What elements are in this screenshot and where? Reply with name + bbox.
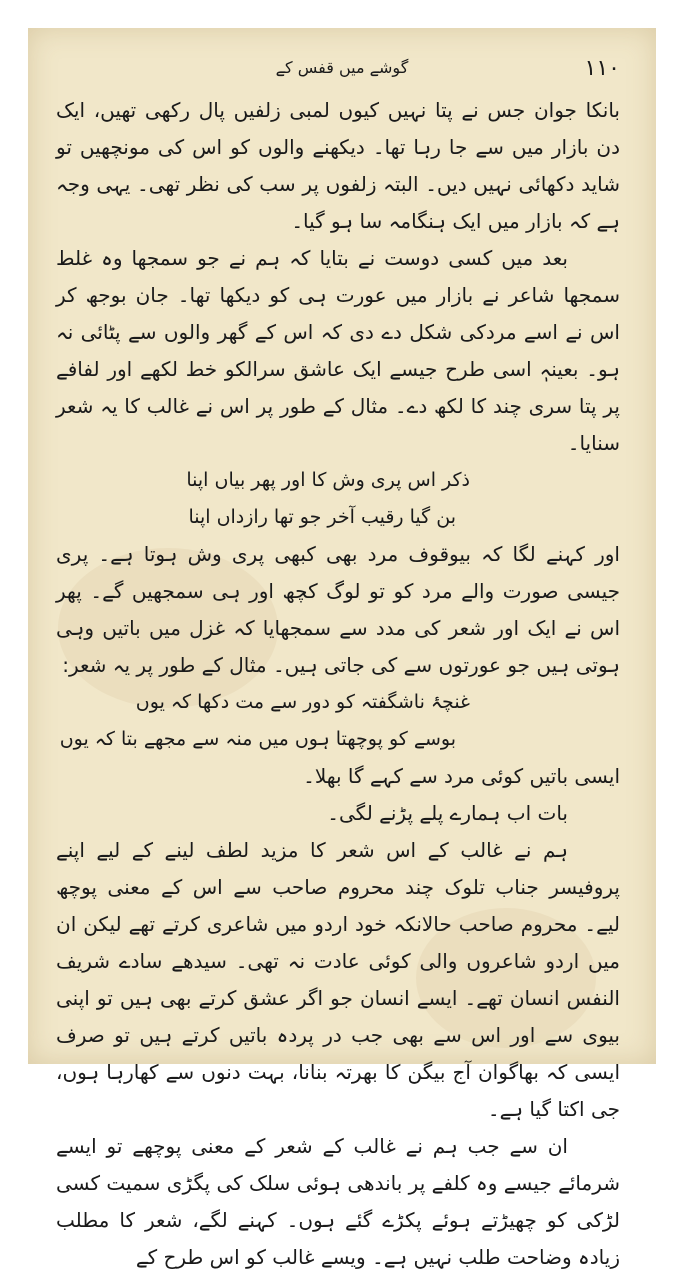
verse-couplet [56,462,620,536]
page-header [28,56,656,88]
book-page [28,28,656,1269]
paragraph: بانکا جوان جس نے پتا نہیں کیوں لمبی زلفیں پال رکھی تھیں، ایک دن بازار میں سے جا رہا تھا۔ دیکھنے والوں کو اس کی مونچھیں تو شاید دکھائی نہیں دیں۔ البتہ زلفوں پر سب کی نظر تھی۔ یہی وجہ ہے کہ بازار میں ایک ہنگامہ سا ہو گیا۔ [56,98,620,233]
paragraph: بات اب ہمارے پلے پڑنے لگی۔ [327,801,568,825]
verse-couplet [56,684,620,758]
paragraph: اور کہنے لگا کہ بیوقوف مرد بھی کبھی پری وش ہوتا ہے۔ پری جیسی صورت والے مرد کو تو لوگ کچھ اور ہی سمجھیں گے۔ پھر اس نے ایک اور شعر کی مدد سے سمجھایا کہ غزل میں باتیں وہی ہوتی ہیں جو عورتوں سے کی جاتی ہیں۔ مثال کے طور پر یہ شعر: [56,542,620,677]
verse-line: بن گیا رقیب آخر جو تھا رازداں اپنا [188,506,456,528]
verse-line: غنچۂ ناشگفتہ کو دور سے مت دکھا کہ یوں [135,691,470,713]
page-number: ١١٠ [584,56,620,81]
paragraph: ان سے جب ہم نے غالب کے شعر کے معنی پوچھے تو ایسے شرمائے جیسے وہ کلفے پر باندھی ہوئی سلک کی پگڑی سمیت کسی لڑکی کو چھیڑتے ہوئے پکڑے گئے ہوں۔ کہنے لگے، شعر کا مطلب زیادہ وضاحت طلب نہیں ہے۔ ویسے غالب کو اس طرح کے [56,1134,620,1269]
body-text [56,92,620,1276]
paragraph: ہم نے غالب کے اس شعر کا مزید لطف لینے کے لیے اپنے پروفیسر جناب تلوک چند محروم صاحب سے اس کے معنی پوچھ لیے۔ محروم صاحب حالانکہ خود اردو میں شاعری کرتے تھے لیکن ان میں اردو شاعروں والی کوئی عادت نہ تھی۔ سیدھے سادے شریف النفس انسان تھے۔ ایسے انسان جو اگر عشق کرتے بھی ہیں تو اپنی بیوی سے اور اس سے بھی جب در پردہ باتیں کرتے ہیں تو صرف ایسی کہ بھاگوان آج بیگن کا بھرتہ بنانا، بہت دنوں سے کھارہا ہوں، جی اکتا گیا ہے۔ [56,838,620,1121]
paragraph: ایسی باتیں کوئی مرد سے کہے گا بھلا۔ [303,764,620,788]
verse-line: بوسے کو پوچھتا ہوں میں منہ سے مجھے بتا کہ یوں [59,728,456,750]
paragraph: بعد میں کسی دوست نے بتایا کہ ہم نے جو سمجھا وہ غلط سمجھا شاعر نے بازار میں عورت ہی کو دیکھا تھا۔ جان بوجھ کر اس نے اسے مردکی شکل دے دی کہ اس کے گھر والوں سے پٹائی نہ ہو۔ بعینہٖ اسی طرح جیسے ایک عاشق سرالکو خط لکھے اور لفافے پر پتا سری چند کا لکھ دے۔ مثال کے طور پر اس نے غالب کا یہ شعر سنایا۔ [56,246,620,455]
verse-line: ذکر اس پری وش کا اور پھر بیاں اپنا [186,469,470,491]
running-head: گوشے میں قفس کے [275,58,409,77]
